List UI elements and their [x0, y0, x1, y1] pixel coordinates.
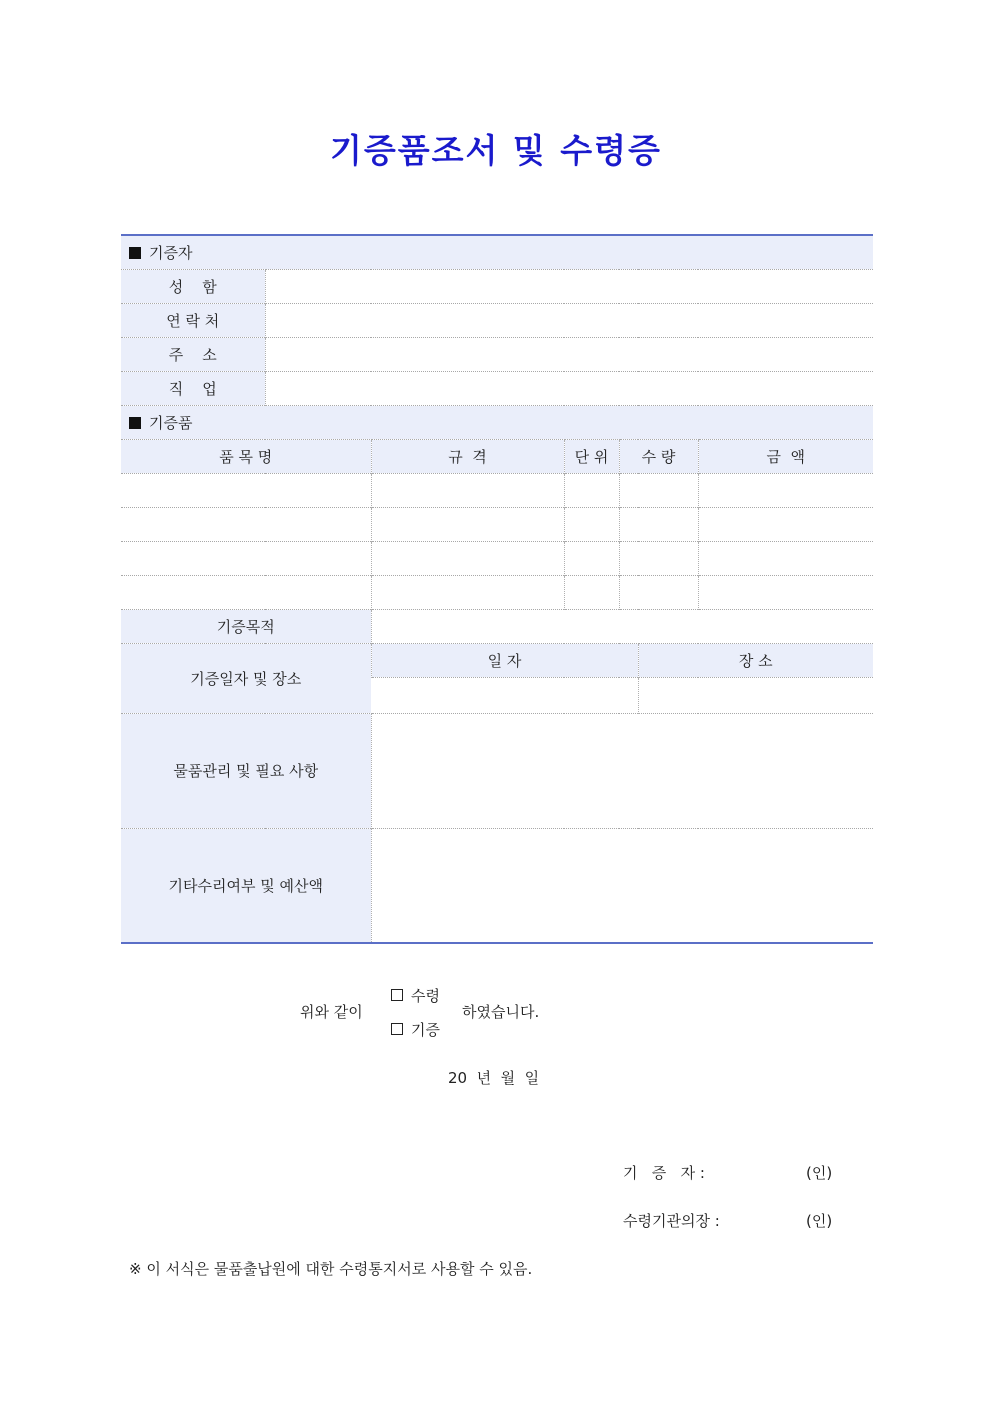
- purpose-row: [121, 609, 873, 643]
- donor-name-field[interactable]: [265, 269, 873, 303]
- item-unit-cell[interactable]: [564, 473, 619, 507]
- item-qty-cell[interactable]: [619, 575, 698, 609]
- donor-address-label: 주 소: [121, 337, 265, 371]
- item-qty-cell[interactable]: [619, 507, 698, 541]
- option-receive[interactable]: 수령: [391, 985, 440, 1006]
- footnote: ※ 이 서식은 물품출납원에 대한 수령통지서로 사용할 수 있음.: [129, 1260, 533, 1278]
- item-amount-cell[interactable]: [698, 473, 873, 507]
- donor-row-name: [121, 269, 873, 303]
- item-unit-cell[interactable]: [564, 575, 619, 609]
- table-row: [121, 575, 873, 609]
- item-amount-cell[interactable]: [698, 541, 873, 575]
- donor-row-job: [121, 371, 873, 405]
- date-header: 일 자: [371, 643, 638, 677]
- item-name-cell[interactable]: [121, 507, 371, 541]
- repair-label: 기타수리여부 및 예산액: [121, 828, 371, 943]
- place-header: 장 소: [638, 643, 873, 677]
- receiver-signature-label: 수령기관의장 :: [623, 1212, 720, 1230]
- item-col-spec: 규 격: [371, 439, 564, 473]
- donor-seal-mark: (인): [806, 1164, 833, 1182]
- date-line: 20 년 월 일: [448, 1069, 540, 1087]
- item-spec-cell[interactable]: [371, 575, 564, 609]
- repair-row: [121, 828, 873, 943]
- purpose-field[interactable]: [371, 609, 873, 643]
- management-row: [121, 713, 873, 828]
- item-qty-cell[interactable]: [619, 473, 698, 507]
- checkbox-donate[interactable]: [391, 1023, 403, 1035]
- donor-job-field[interactable]: [265, 371, 873, 405]
- item-header-row: [121, 439, 873, 473]
- item-spec-cell[interactable]: [371, 473, 564, 507]
- item-spec-cell[interactable]: [371, 541, 564, 575]
- date-place-header-row: [121, 643, 873, 677]
- table-row: [121, 541, 873, 575]
- item-section-heading: 기증품: [121, 405, 873, 439]
- date-field[interactable]: [371, 677, 638, 713]
- date-place-label: 기증일자 및 장소: [121, 643, 371, 713]
- page-title: 기증품조서 및 수령증: [330, 131, 662, 170]
- donor-job-label: 직 업: [121, 371, 265, 405]
- black-square-icon: [129, 417, 141, 429]
- statement-prefix: 위와 같이: [300, 1003, 363, 1021]
- donor-contact-field[interactable]: [265, 303, 873, 337]
- repair-field[interactable]: [371, 828, 873, 943]
- item-col-unit: 단 위: [564, 439, 619, 473]
- statement-suffix: 하였습니다.: [462, 1003, 540, 1021]
- donor-signature-label: 기 증 자 :: [623, 1164, 705, 1182]
- item-name-cell[interactable]: [121, 473, 371, 507]
- item-unit-cell[interactable]: [564, 507, 619, 541]
- item-col-name: 품 목 명: [121, 439, 371, 473]
- checkbox-receive[interactable]: [391, 989, 403, 1001]
- black-square-icon: [129, 247, 141, 259]
- donor-address-field[interactable]: [265, 337, 873, 371]
- item-spec-cell[interactable]: [371, 507, 564, 541]
- item-name-cell[interactable]: [121, 541, 371, 575]
- item-col-amount: 금 액: [698, 439, 873, 473]
- donor-name-label: 성 함: [121, 269, 265, 303]
- table-row: [121, 507, 873, 541]
- donor-section-heading: 기증자: [121, 235, 873, 269]
- management-label: 물품관리 및 필요 사항: [121, 713, 371, 828]
- management-field[interactable]: [371, 713, 873, 828]
- table-row: [121, 473, 873, 507]
- donor-row-contact: [121, 303, 873, 337]
- option-donate[interactable]: 기증: [391, 1019, 440, 1040]
- item-qty-cell[interactable]: [619, 541, 698, 575]
- item-amount-cell[interactable]: [698, 507, 873, 541]
- donor-contact-label: 연 락 처: [121, 303, 265, 337]
- receiver-seal-mark: (인): [806, 1212, 833, 1230]
- item-name-cell[interactable]: [121, 575, 371, 609]
- place-field[interactable]: [638, 677, 873, 713]
- donation-form-table: [121, 234, 873, 944]
- item-unit-cell[interactable]: [564, 541, 619, 575]
- item-amount-cell[interactable]: [698, 575, 873, 609]
- purpose-label: 기증목적: [121, 609, 371, 643]
- item-col-qty: 수 량: [619, 439, 698, 473]
- donor-row-address: [121, 337, 873, 371]
